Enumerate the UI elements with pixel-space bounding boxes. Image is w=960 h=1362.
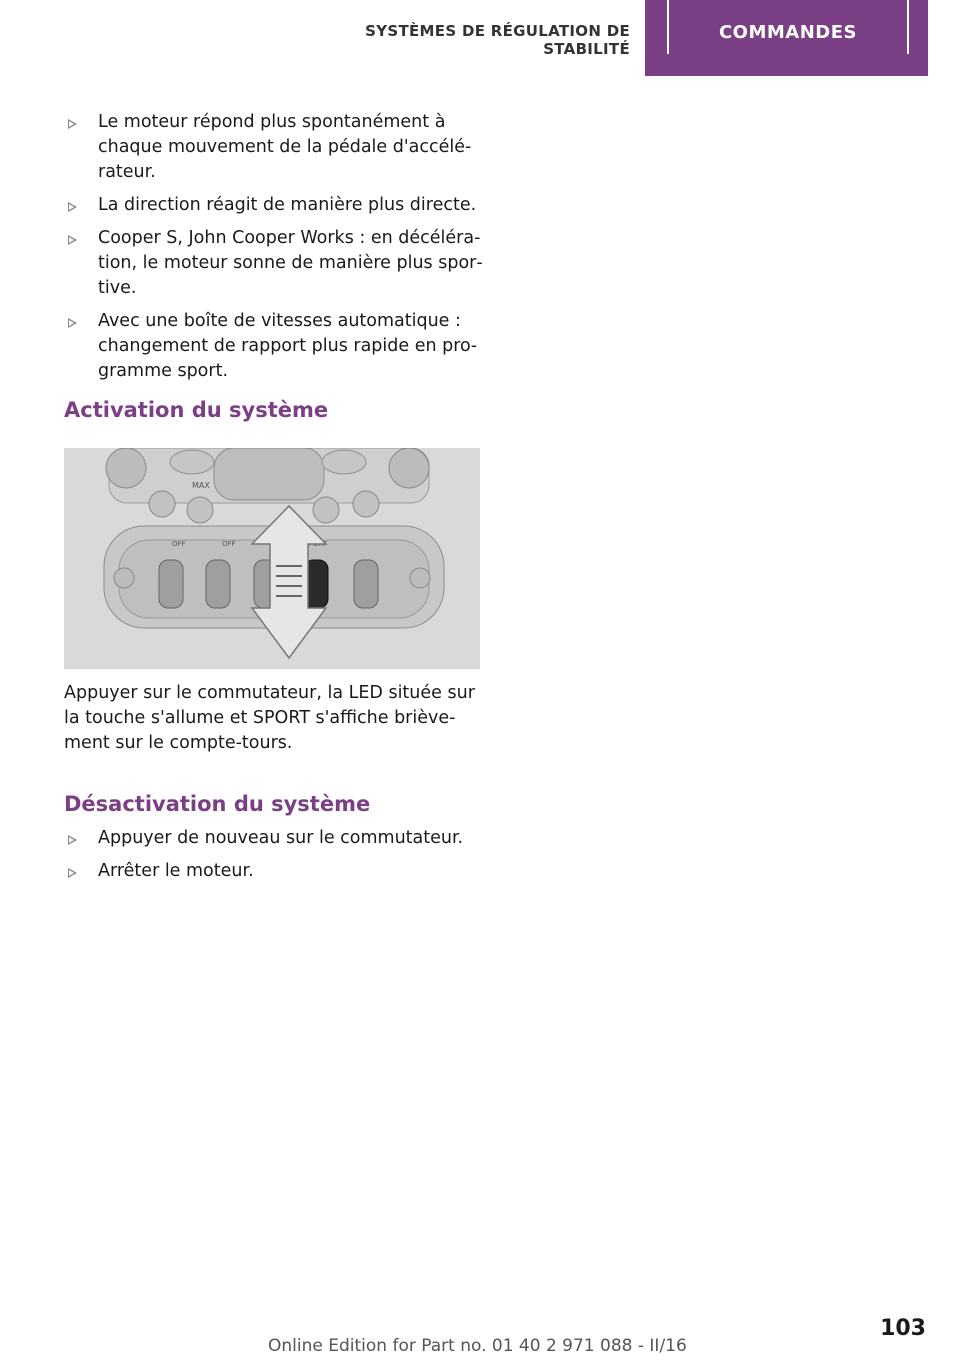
max-button-label: MAX (192, 481, 210, 490)
triangle-bullet-icon (68, 318, 77, 328)
dsc-off-label: OFF (172, 540, 186, 548)
console-switch-figure (64, 448, 480, 669)
chapter-tab-frame (667, 0, 909, 54)
list-item (64, 309, 484, 384)
dtc-off-label: OFF (222, 540, 236, 548)
triangle-bullet-icon (68, 202, 77, 212)
list-item (64, 193, 484, 218)
console-illustration (64, 448, 480, 669)
feature-bullet-list (64, 110, 484, 384)
triangle-bullet-icon (68, 835, 77, 845)
activation-paragraph: Appuyer sur le commutateur, la LED située sur la touche s'allume et SPORT s'affiche brièvement sur le compte-tours. (64, 683, 475, 753)
activation-heading: Activation du système (64, 398, 329, 422)
page-number: 103 (880, 1316, 926, 1341)
list-item-text: Avec une boîte de vitesses automatique : changement de rapport plus rapide en programme sport. (98, 311, 478, 381)
list-item (64, 226, 484, 301)
triangle-bullet-icon (68, 868, 77, 878)
chapter-tab-label: COMMANDES (718, 22, 858, 43)
deactivation-bullet-list (64, 826, 484, 884)
list-item (64, 826, 484, 851)
list-item-text: La direction réagit de manière plus directe. (98, 195, 477, 215)
content-column (64, 110, 484, 422)
chapter-tab[interactable] (645, 0, 928, 76)
list-item-text: Arrêter le moteur. (98, 861, 254, 881)
triangle-bullet-icon (68, 235, 77, 245)
list-item-text: Le moteur répond plus spontanément à chaque mouvement de la pédale d'accélérateur. (98, 112, 472, 182)
triangle-bullet-icon (68, 119, 77, 129)
edition-footer: Online Edition for Part no. 01 40 2 971 088 - II/16 (268, 1336, 687, 1356)
list-item-text: Cooper S, John Cooper Works : en décélération, le moteur sonne de manière plus sportive. (98, 228, 483, 298)
running-header-section: SYSTÈMES DE RÉGULATION DE STABILITÉ (365, 22, 630, 58)
list-item-text: Appuyer de nouveau sur le commutateur. (98, 828, 464, 848)
list-item (64, 110, 484, 185)
deactivation-section (64, 792, 484, 892)
list-item (64, 859, 484, 884)
deactivation-heading: Désactivation du système (64, 792, 371, 816)
